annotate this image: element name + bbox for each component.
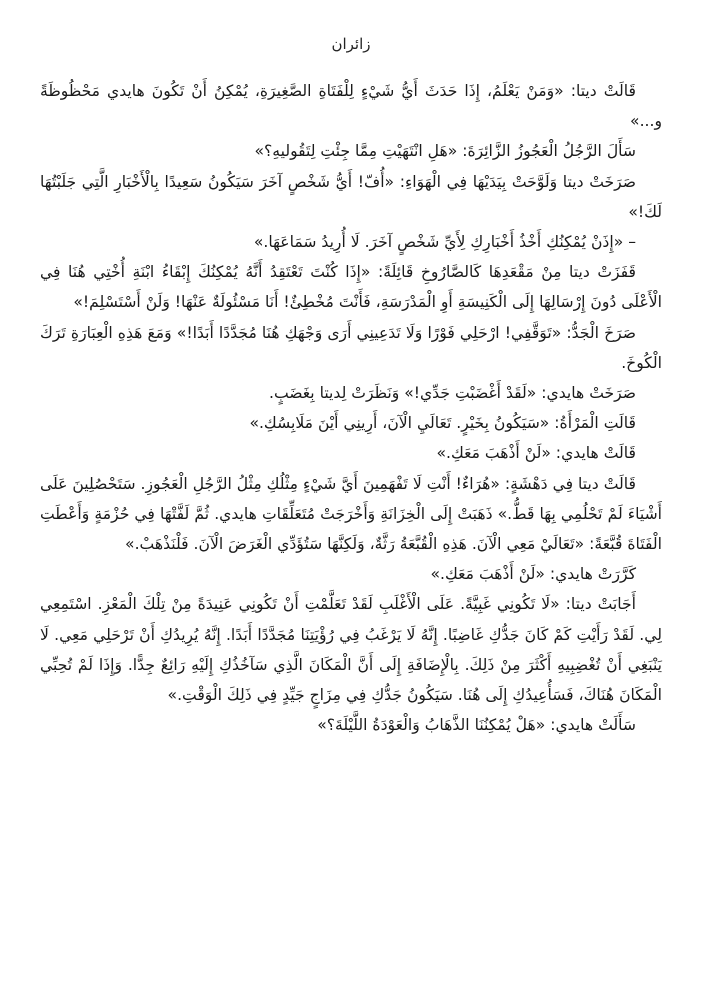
paragraph: قَالَتْ هايدي: «لَنْ أَذْهَبَ مَعَكِ.» [436,444,636,463]
paragraph: كَرَّرَتْ هايدي: «لَنْ أَذْهَبَ مَعَكِ.» [430,565,636,584]
paragraph: أَجَابَتْ ديتا: «لَا تَكُونِي غَبِيَّةً. عَلَى الْأَغْلَبِ لَقَدْ تَعَلَّمْتِ أَنْ تَكُونِي عَنِيدَةً مِنْ تِلْكَ الْمَعْزِ. اسْتَمِعِي لِي. لَقَدْ رَأَيْتِ كَمْ كَانَ جَدُّكِ غَاضِبًا. إِنَّهُ لَا يَرْغَبُ فِي رُؤْيَتِنَا مُجَدَّدًا أَبَدًا. إِنَّهُ يُرِيدُكِ أَنْ تَرْحَلِي مَعِي. لَا يَنْبَغِي أَنْ تُغْضِبِيهِ أَكْثَرَ مِنْ ذَلِكَ. بِالْإِضَافَةِ إِلَى أَنَّ الْمَكَانَ الَّذِي سَآخُذُكِ إِلَيْهِ رَائِعٌ جِدًّا. وَإِذَا لَمْ تُحِبِّي الْمَكَانَ هُنَاكَ، فَسَأُعِيدُكِ إِلَى هُنَا. سَيَكُونُ جَدُّكِ فِي مِزَاجٍ جَيِّدٍ فِي ذَلِكَ الْوَقْتِ.» [40,595,662,705]
running-header: زائران [331,35,371,53]
paragraph: قَالَتْ ديتا فِي دَهْشَةٍ: «هُرَاءٌ! أَنْتِ لَا تَفْهَمِينَ أَيَّ شَيْءٍ مِثْلُكِ مِثْلُ الرَّجُلِ الْعَجُوزِ. سَتَحْصُلِينَ عَلَى أَشْيَاءَ لَمْ تَحْلُمِي بِهَا قَطُّ.» ذَهَبَتْ إِلَى الْخِزَانَةِ وَأَخْرَجَتْ مُتَعَلِّقَاتِ هايدي. ثُمَّ لَفَّتْهَا فِي حُزْمَةٍ وَأَعْطَتِ الْفَتَاةَ قُبَّعَةً: «تَعَالَيْ مَعِي الْآنَ. هَذِهِ الْقُبَّعَةُ رَثَّةٌ، وَلَكِنَّهَا سَتُؤَدِّي الْغَرَضَ الْآنَ. فَلْنَذْهَبْ.» [40,474,662,554]
body-text [40,76,662,740]
paragraph: صَرَخَتْ ديتا وَلَوَّحَتْ بِيَدَيْهَا فِي الْهَوَاءِ: «أُفّ! أَيُّ شَخْصٍ آخَرَ سَيَكُونُ سَعِيدًا بِالْأَخْبَارِ الَّتِي جَلَبْتُهَا لَكَ!» [40,172,662,221]
paragraph: صَرَخَ الْجَدُّ: «تَوَقَّفِي! ارْحَلِي فَوْرًا وَلَا تَدَعِينِي أَرَى وَجْهَكِ هُنَا مُجَدَّدًا أَبَدًا!» وَمَعَ هَذِهِ الْعِبَارَةِ تَرَكَ الْكُوخَ. [40,323,662,372]
paragraph: صَرَخَتْ هايدي: «لَقَدْ أَغْضَبْتِ جَدِّي!» وَنَظَرَتْ لِديتا بِغَضَبٍ. [268,384,636,403]
paragraph: – «إِذَنْ يُمْكِنُكِ أَخْذُ أَخْبَارِكِ لِأَيِّ شَخْصٍ آخَرَ. لَا أُرِيدُ سَمَاعَهَا.» [253,233,636,252]
paragraph: قَالَتْ ديتا: «وَمَنْ يَعْلَمُ، إِذَا حَدَثَ أَيُّ شَيْءٍ لِلْفَتَاةِ الصَّغِيرَةِ، يُمْكِنُ أَنْ تَكُونَ هايدي مَحْظُوظَةً و...» [40,82,662,131]
paragraph: قَفَزَتْ ديتا مِنْ مَقْعَدِهَا كَالصَّارُوخِ قَائِلَةً: «إِذَا كُنْتَ تَعْتَقِدُ أَنَّهُ يُمْكِنُكَ إِبْقَاءُ ابْنَةِ أُخْتِي هُنَا فِي الْأَعْلَى دُونَ إِرْسَالِهَا إِلَى الْكَنِيسَةِ أَوِ الْمَدْرَسَةِ، فَأَنْتَ مُخْطِئٌ! أَنَا مَسْئُولَةٌ عَنْهَا! وَلَنْ أَسْتَسْلِمَ!» [40,263,662,312]
paragraph: قَالَتِ الْمَرْأَةُ: «سَيَكُونُ بِخَيْرٍ. تَعَالَيِ الْآنَ، أَرِينِي أَيْنَ مَلَابِسُكِ.» [249,414,636,433]
paragraph: سَأَلَتْ هايدي: «هَلْ يُمْكِنُنَا الذَّهَابُ وَالْعَوْدَةُ اللَّيْلَةَ؟» [317,716,636,735]
paragraph: سَأَلَ الرَّجُلُ الْعَجُوزُ الزَّائِرَةَ: «هَلِ انْتَهَيْتِ مِمَّا جِئْتِ لِتَقُوليهِ؟» [254,142,636,161]
